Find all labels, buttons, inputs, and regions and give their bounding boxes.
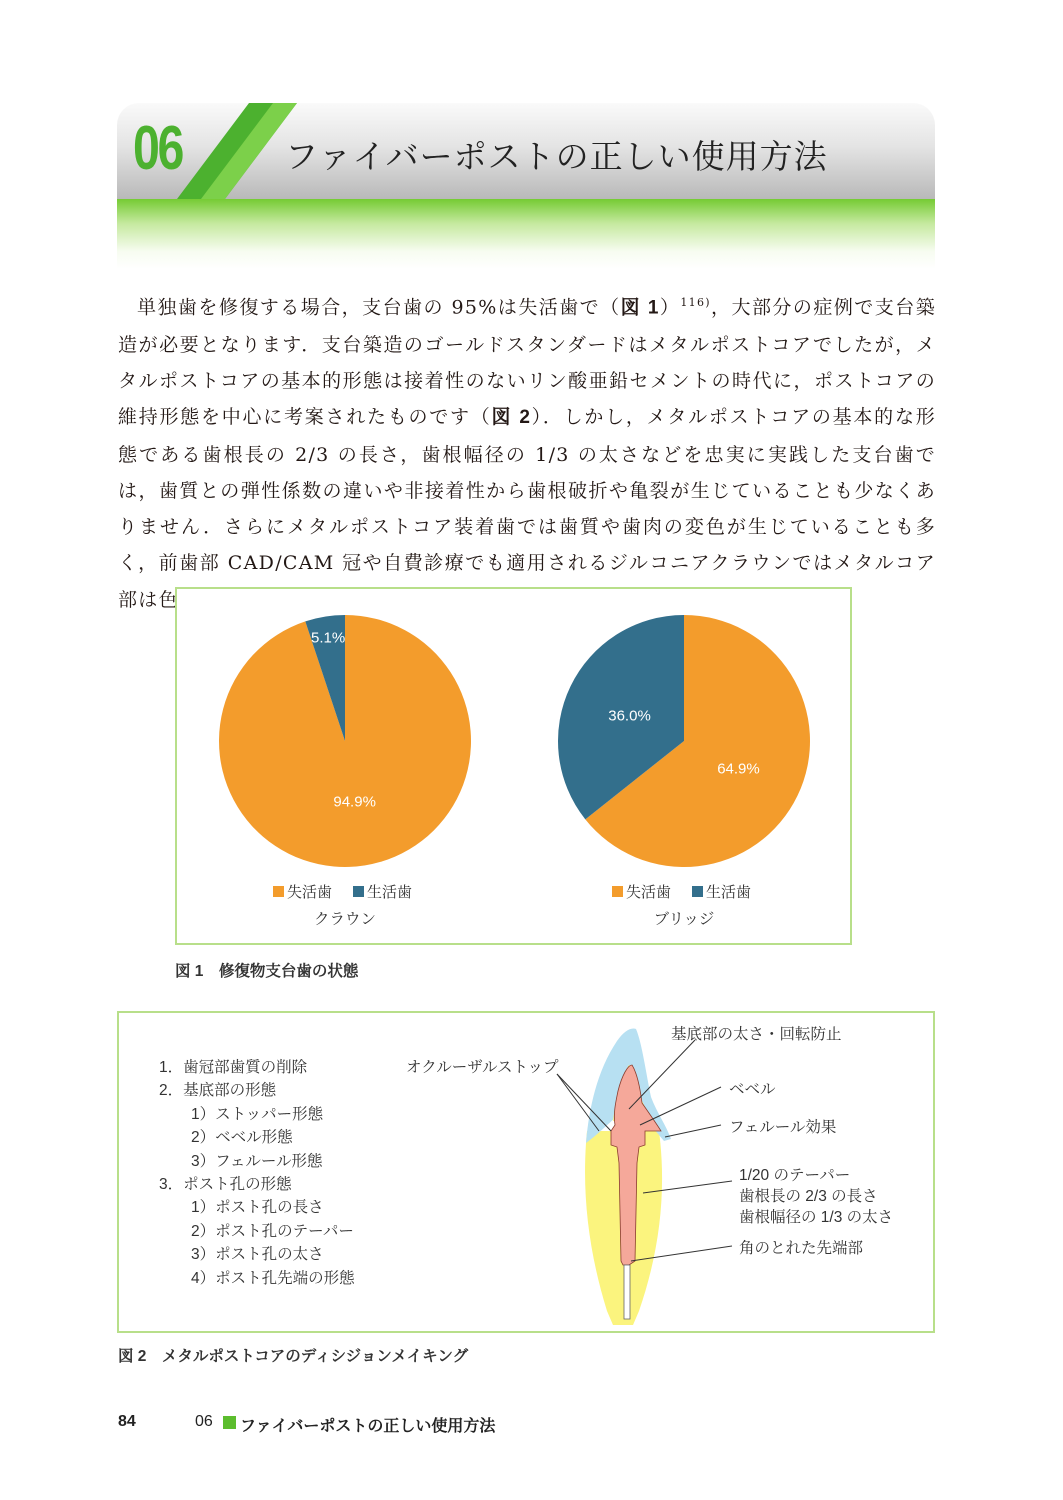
footer-chapter-title: ファイバーポストの正しい使用方法 [240,1418,496,1435]
pie-caption-1: ブリッジ [653,911,715,928]
legend-label-1-1: 生活歯 [706,884,752,901]
list-item: 2）ポスト孔のテーパー [191,1222,354,1240]
list-item: 2．基底部の形態 [159,1082,277,1100]
pie-label-0-1: 5.1% [311,629,346,647]
fig2-ref: 図 2 [491,407,532,429]
list-item: 1）ポスト孔の長さ [191,1199,324,1217]
decision-list [159,1056,355,1290]
list-item: 2）ベベル形態 [191,1129,293,1147]
legend-swatch-1-1 [692,886,703,897]
footer-chapter-number: 06 [195,1413,213,1430]
pie-label-1-1: 36.0% [608,707,651,725]
header-slash-icon [177,103,297,199]
list-item: 1．歯冠部歯質の削除 [159,1059,308,1076]
pie-label-1-0: 64.9% [717,760,760,778]
legend-label-0-1: 生活歯 [367,884,413,901]
list-item: 4）ポスト孔先端の形態 [191,1269,355,1287]
figure-2-caption: 図 2 メタルポストコアのディシジョンメイキング [118,1348,469,1365]
label-taper: 1/20 のテーパー [739,1167,851,1184]
label-ferrule: フェルール効果 [729,1119,837,1136]
label-tip: 角のとれた先端部 [739,1240,864,1257]
body-paragraph: 単独歯を修復する場合，支台歯の 95%は失活歯で（図 1）$^{116)}$，大部分の症例で支台築造が必要となります．支台築造のゴールドスタンダードはメタルポストコアでしたが，メタルポストコアの基本的形態は接着性のないリン酸亜鉛セメントの時代に，ポストコアの維持形態を中心に考案されたものです（図 2）．しかし，メタルポストコアの基本的な形態である歯根長の 2/3 の長さ，歯根幅径の 1/3 の太さなどを忠実に実践した支台歯では，歯質との弾性係数の違いや非接着性から歯根破折や亀裂が生じていることも少なくありません．さらにメタルポストコア装着歯では歯質や歯肉の変色が生じていることも多く，前歯部 CAD/CAM 冠や自費診療でも適用されるジルコニアクラウンではメタルコア部は色 [118,296,937,611]
citation: 116) [680,296,711,309]
legend-label-0-0: 失活歯 [287,884,333,901]
pie-charts [177,589,850,943]
legend-swatch-0-0 [273,886,284,897]
list-item: 1）ストッパー形態 [191,1105,324,1123]
apical-canal [624,1265,630,1319]
figure-1 [175,587,852,945]
figure-2 [117,1011,935,1333]
header-glow [117,199,935,269]
label-length: 歯根長の 2/3 の長さ [739,1188,878,1205]
list-item: 3）フェルール形態 [191,1152,323,1170]
label-occlusal-stop: オクルーザルストップ [406,1059,559,1076]
pie-caption-0: クラウン [313,911,377,928]
legend-label-1-0: 失活歯 [626,884,672,901]
page-number: 84 [118,1413,136,1430]
chapter-header [117,103,935,263]
label-width: 歯根幅径の 1/3 の太さ [739,1209,894,1226]
chapter-title: ファイバーポストの正しい使用方法 [285,138,828,175]
label-bevel: ベベル [729,1081,776,1098]
figure-1-caption: 図 1 修復物支台歯の状態 [175,963,359,980]
label-base: 基底部の太さ・回転防止 [671,1026,842,1043]
legend-swatch-1-0 [612,886,623,897]
fig1-ref: 図 1 [620,297,660,319]
pie-label-0-0: 94.9% [333,793,376,811]
list-item: 3）ポスト孔の太さ [191,1246,324,1264]
list-item: 3．ポスト孔の形態 [159,1175,292,1193]
footer-marker-icon [223,1416,236,1429]
chapter-number: 06 [133,114,183,183]
legend-swatch-0-1 [353,886,364,897]
